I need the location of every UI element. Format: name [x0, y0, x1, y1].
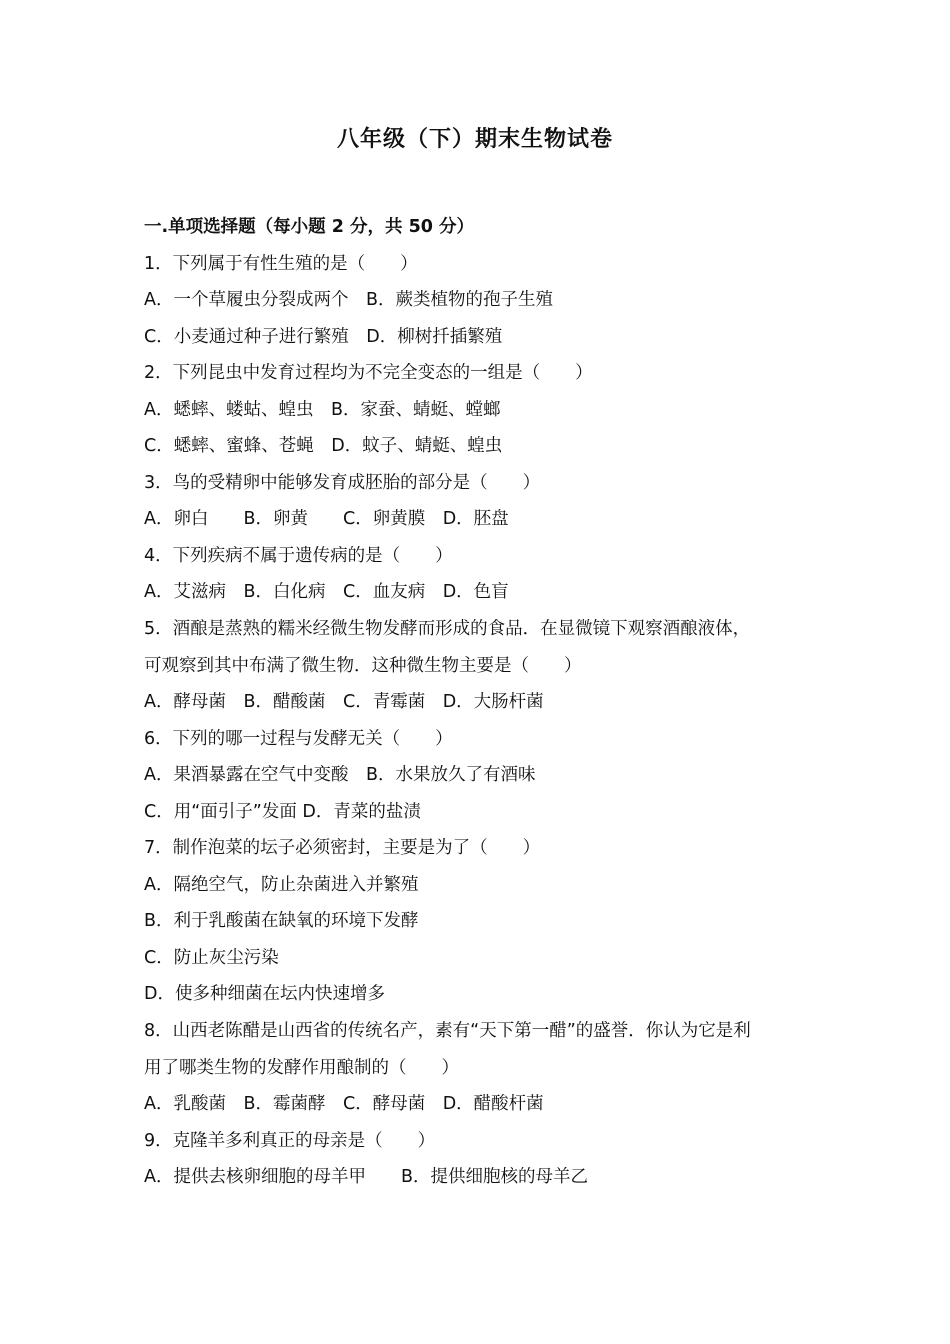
- question-7-option-a: A．隔绝空气，防止杂菌进入并繁殖: [144, 874, 419, 895]
- question-6-options-ab: A．果酒暴露在空气中变酸 B．水果放久了有酒味: [144, 765, 536, 786]
- question-1-options-ab: A．一个草履虫分裂成两个 B．蕨类植物的孢子生殖: [144, 290, 553, 311]
- question-list: [144, 209, 824, 1196]
- question-2-options-ab: A．蟋蟀、蝼蛄、蝗虫 B．家蚕、蜻蜓、螳螂: [144, 399, 501, 420]
- question-9-options-ab: A．提供去核卵细胞的母羊甲 B．提供细胞核的母羊乙: [144, 1167, 588, 1188]
- question-7-option-c: C．防止灰尘污染: [144, 947, 279, 968]
- question-8-options: A．乳酸菌 B．霉菌酵 C．酵母菌 D．醋酸杆菌: [144, 1094, 544, 1115]
- question-6-options-cd: C．用“面引子”发面 D．青菜的盐渍: [144, 801, 421, 822]
- question-4: 4．下列疾病不属于遗传病的是（ ）: [144, 545, 453, 566]
- page-title: 八年级（下）期末生物试卷: [336, 127, 613, 152]
- question-3: 3．鸟的受精卵中能够发育成胚胎的部分是（ ）: [144, 472, 541, 493]
- section-heading: 一.单项选择题（每小题 2 分，共 50 分）: [144, 217, 475, 237]
- question-5-line-1: 5．酒酿是蒸熟的糯米经微生物发酵而形成的食品．在显微镜下观察酒酿液体，: [144, 619, 751, 640]
- question-8-line-2: 用了哪类生物的发酵作用酿制的（ ）: [144, 1057, 459, 1078]
- question-6: 6．下列的哪一过程与发酵无关（ ）: [144, 728, 453, 749]
- question-9: 9．克隆羊多利真正的母亲是（ ）: [144, 1130, 436, 1151]
- question-5-options: A．酵母菌 B．醋酸菌 C．青霉菌 D．大肠杆菌: [144, 692, 544, 713]
- question-2: 2．下列昆虫中发育过程均为不完全变态的一组是（ ）: [144, 363, 593, 384]
- question-2-options-cd: C．蟋蟀、蜜蜂、苍蝇 D．蚊子、蜻蜓、蝗虫: [144, 436, 503, 457]
- question-7: 7．制作泡菜的坛子必须密封，主要是为了（ ）: [144, 838, 541, 859]
- question-1: 1．下列属于有性生殖的是（ ）: [144, 253, 418, 274]
- question-7-option-b: B．利于乳酸菌在缺氧的环境下发酵: [144, 911, 419, 932]
- question-1-options-cd: C．小麦通过种子进行繁殖 D．柳树扦插繁殖: [144, 326, 503, 347]
- question-7-option-d: D．使多种细菌在坛内快速增多: [144, 984, 385, 1005]
- question-5-line-2: 可观察到其中布满了微生物．这种微生物主要是（ ）: [144, 655, 582, 676]
- question-4-options: A．艾滋病 B．白化病 C．血友病 D．色盲: [144, 582, 509, 603]
- question-8-line-1: 8．山西老陈醋是山西省的传统名产，素有“天下第一醋”的盛誉．你认为它是利: [144, 1021, 751, 1042]
- question-3-options: A．卵白 B．卵黄 C．卵黄膜 D．胚盘: [144, 509, 509, 530]
